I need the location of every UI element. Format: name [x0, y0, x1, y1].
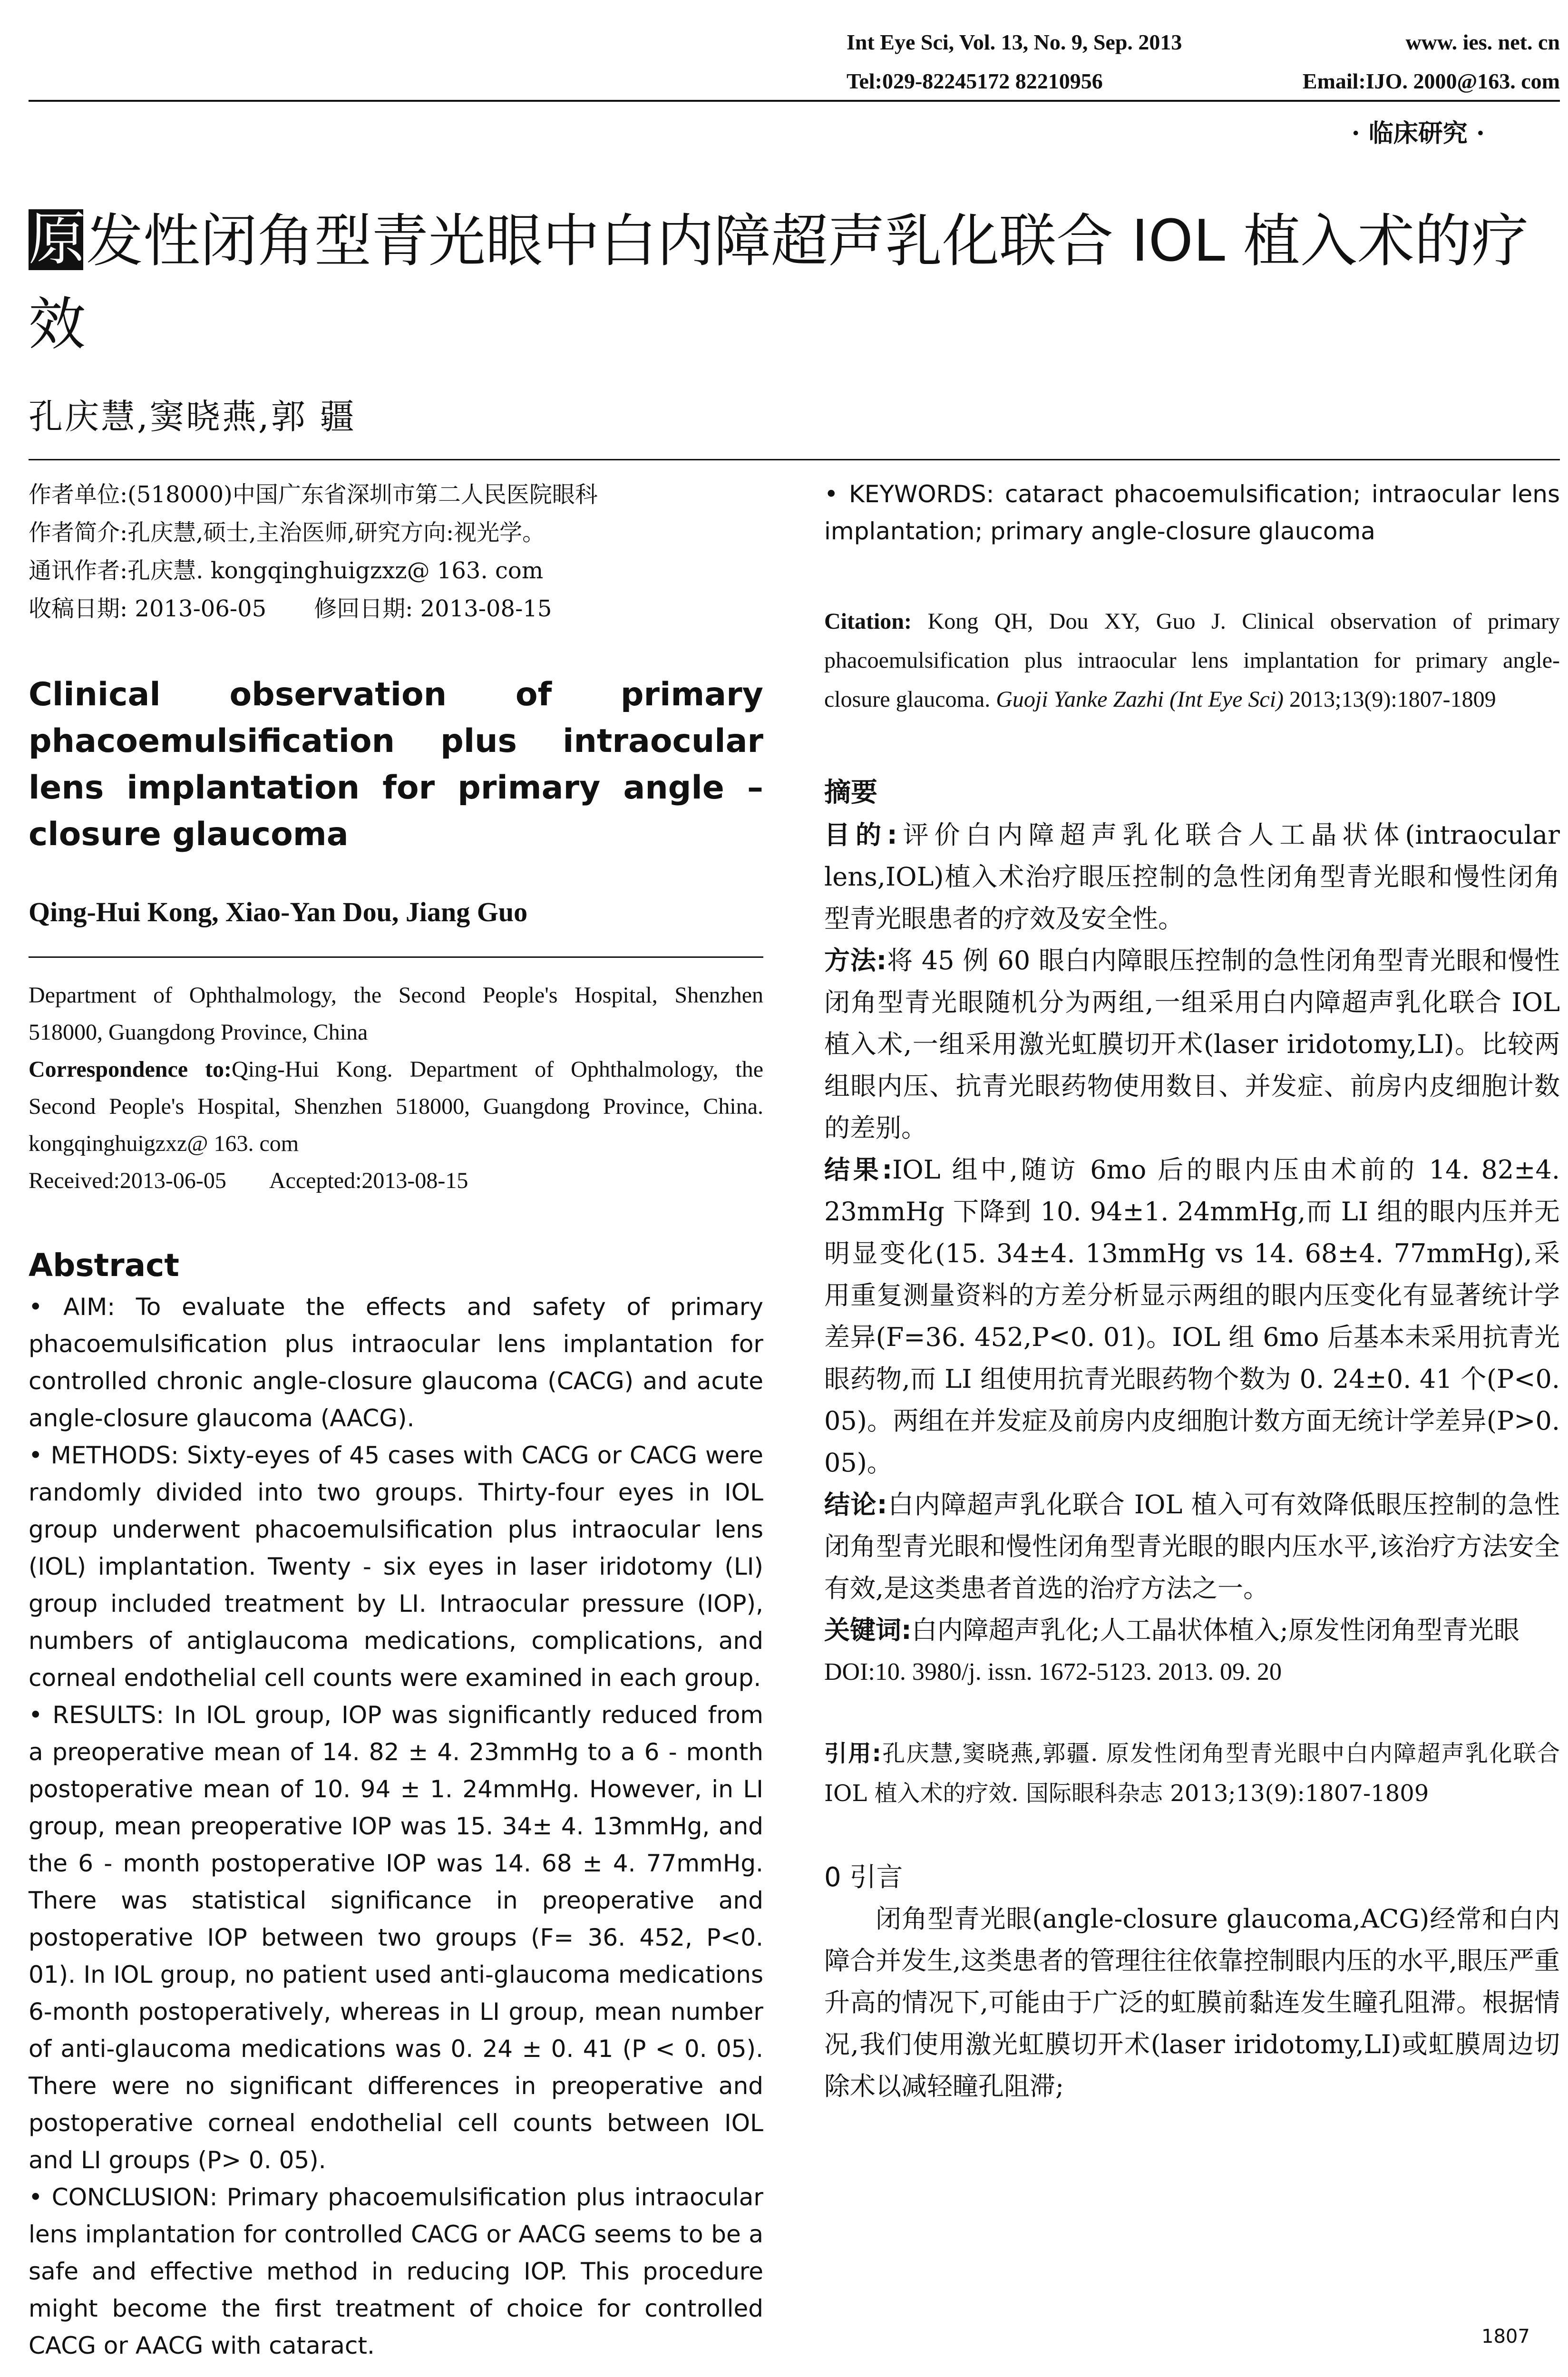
cn-revised-date: 修回日期: 2013-08-15 — [314, 595, 552, 622]
cn-corresponding-author: 通讯作者:孔庆慧. kongqinghuigzxz@ 163. com — [29, 557, 544, 584]
cn-metadata — [29, 476, 763, 628]
abstract-cn-aim — [824, 814, 1560, 940]
abstract-cn-aim-label: 目的: — [824, 820, 897, 850]
article-title-zh-rest: 发性闭角型青光眼中白内障超声乳化联合 IOL 植入术的疗效 — [29, 208, 1529, 358]
page-number: 1807 — [1481, 2326, 1530, 2348]
citation-cn-text: 孔庆慧,窦晓燕,郭疆. 原发性闭角型青光眼中白内障超声乳化联合 IOL 植入术的疗效. 国际眼科杂志 2013;13(9):1807-1809 — [824, 1740, 1560, 1807]
authors-divider — [29, 956, 763, 958]
en-accepted-date: Accepted:2013-08-15 — [269, 1168, 468, 1193]
authors-zh: 孔庆慧,窦晓燕,郭 疆 — [29, 397, 356, 437]
journal-header — [847, 23, 1560, 101]
citation-journal: Guoji Yanke Zazhi (Int Eye Sci) — [996, 687, 1284, 712]
citation-en — [824, 602, 1560, 719]
abstract-cn-keywords — [824, 1609, 1560, 1651]
journal-email: Email:IJO. 2000@163. com — [1302, 69, 1560, 93]
abstract-cn-conclusion — [824, 1484, 1560, 1609]
cn-affiliation: 作者单位:(518000)中国广东省深圳市第二人民医院眼科 — [29, 481, 598, 508]
abstract-results: • RESULTS: In IOL group, IOP was significantly reduced from a preoperative mean of 14. 82 ± 4. 23mmHg to a 6 - month postoperative mean of 10. 94 ± 1. 24mmHg. However, in LI group, mean preoperative IOP was 15. 34± 4. 13mmHg, and the 6 - month postoperative IOP was 14. 68 ± 4. 77mmHg. There was statistical significance in preoperative and postoperative IOP between two groups (F= 36. 452, P<0. 01). In IOL group, no patient used anti-glaucoma medications 6-month postoperatively, whereas in LI group, mean number of anti-glaucoma medications was 0. 24 ± 0. 41 (P < 0. 05). There were no significant differences in preoperative and postoperative corneal endothelial cell counts between IOL and LI groups (P> 0. 05). — [29, 1701, 763, 2174]
journal-info: Int Eye Sci, Vol. 13, No. 9, Sep. 2013 — [847, 30, 1182, 54]
citation-ref: 2013;13(9):1807-1809 — [1289, 687, 1496, 712]
abstract-cn-aim-text: 评价白内障超声乳化联合人工晶状体(intraocular lens,IOL)植入术治疗眼压控制的急性闭角型青光眼和慢性闭角型青光眼患者的疗效及安全性。 — [824, 820, 1560, 934]
authors-en: Qing-Hui Kong, Xiao-Yan Dou, Jiang Guo — [29, 896, 528, 927]
article-title-zh — [29, 200, 1560, 366]
right-column — [824, 476, 1560, 2107]
abstract-en-continued — [824, 476, 1560, 550]
journal-website: www. ies. net. cn — [1405, 30, 1560, 54]
abstract-cn-results — [824, 1149, 1560, 1484]
correspondence-label: Correspondence to: — [29, 1057, 232, 1082]
abstract-heading: Abstract — [29, 1247, 179, 1284]
journal-tel: Tel:029-82245172 82210956 — [847, 69, 1103, 93]
abstract-cn-results-label: 结果: — [824, 1155, 893, 1185]
abstract-cn-heading: 摘要 — [824, 777, 877, 808]
header-divider — [29, 100, 1560, 102]
doi: DOI:10. 3980/j. issn. 1672-5123. 2013. 09. 20 — [824, 1658, 1282, 1685]
cn-author-bio: 作者简介:孔庆慧,硕士,主治医师,研究方向:视光学。 — [29, 519, 545, 546]
abstract-methods: • METHODS: Sixty-eyes of 45 cases with CACG or CACG were randomly divided into two groups. Thirty-four eyes in IOL group underwent phacoemulsification plus intraocular lens (IOL) implantation. Twenty - six eyes in laser iridotomy (LI) group included treatment by LI. Intraocular pressure (IOP), numbers of antiglaucoma medications, complications, and corneal endothelial cell counts were examined in each group. — [29, 1442, 763, 1692]
abstract-aim: • AIM: To evaluate the effects and safety of primary phacoemulsification plus intraocular lens implantation for controlled chronic angle-closure glaucoma (CACG) and acute angle-closure glaucoma (AACG). — [29, 1293, 763, 1432]
en-correspondence — [29, 1051, 763, 1162]
en-department: Department of Ophthalmology, the Second People's Hospital, Shenzhen 518000, Guangdong Province, China — [29, 983, 763, 1045]
intro-heading: 0 引言 — [824, 1862, 903, 1893]
abstract-cn-conclusion-label: 结论: — [824, 1490, 887, 1520]
abstract-cn — [824, 814, 1560, 1651]
citation-label: Citation: — [824, 609, 912, 634]
title-divider — [29, 459, 1560, 460]
abstract-cn-keywords-text: 白内障超声乳化;人工晶状体植入;原发性闭角型青光眼 — [911, 1615, 1519, 1645]
abstract-en — [29, 1288, 763, 2364]
section-label: · 临床研究 · — [1351, 119, 1485, 148]
citation-text: Kong QH, Dou XY, Guo J. Clinical observation of primary phacoemulsification plus intraocular lens implantation for primary angle-closure glaucoma. — [824, 609, 1560, 712]
title-first-char-highlight: 原 — [29, 206, 86, 273]
left-column — [29, 476, 763, 2364]
abstract-cn-methods-text: 将 45 例 60 眼白内障眼压控制的急性闭角型青光眼和慢性闭角型青光眼随机分为两组,一组采用白内障超声乳化联合 IOL 植入术,一组采用激光虹膜切开术(laser iridotomy,LI)。比较两组眼内压、抗青光眼药物使用数目、并发症、前房内皮细胞计数的差别。 — [824, 945, 1560, 1143]
intro-body: 闭角型青光眼(angle-closure glaucoma,ACG)经常和白内障合并发生,这类患者的管理往往依靠控制眼内压的水平,眼压严重升高的情况下,可能由于广泛的虹膜前黏连发生瞳孔阻滞。根据情况,我们使用激光虹膜切开术(laser iridotomy,LI)或虹膜周边切除术以减轻瞳孔阻滞; — [824, 1904, 1560, 2101]
en-affiliation-block — [29, 977, 763, 1199]
abstract-cn-conclusion-text: 白内障超声乳化联合 IOL 植入可有效降低眼压控制的急性闭角型青光眼和慢性闭角型青光眼的眼内压水平,该治疗方法安全有效,是这类患者首选的治疗方法之一。 — [824, 1490, 1560, 1603]
en-received-date: Received:2013-06-05 — [29, 1168, 226, 1193]
correspondence-text: Qing-Hui Kong. Department of Ophthalmology, the Second People's Hospital, Shenzhen 518000, Guangdong Province, China. kongqinghuigzxz@ 163. com — [29, 1057, 763, 1156]
citation-cn-label: 引用: — [824, 1740, 881, 1767]
abstract-cn-methods-label: 方法: — [824, 945, 887, 975]
cn-received-date: 收稿日期: 2013-06-05 — [29, 595, 267, 622]
abstract-conclusion: • CONCLUSION: Primary phacoemulsification plus intraocular lens implantation for controlled CACG or AACG seems to be a safe and effective method in reducing IOP. This procedure might become the first treatment of choice for controlled CACG or AACG with cataract. — [29, 2183, 763, 2359]
abstract-keywords: • KEYWORDS: cataract phacoemulsification; intraocular lens implantation; primary angle-closure glaucoma — [824, 480, 1560, 545]
abstract-cn-keywords-label: 关键词: — [824, 1615, 912, 1645]
abstract-cn-methods — [824, 940, 1560, 1149]
abstract-cn-results-text: IOL 组中,随访 6mo 后的眼内压由术前的 14. 82±4. 23mmHg 下降到 10. 94±1. 24mmHg,而 LI 组的眼内压并无明显变化(15. 34±4. 13mmHg vs 14. 68±4. 77mmHg),采用重复测量资料的方差分析显示两组的眼内压变化有显著统计学差异(F=36. 452,P<0. 01)。IOL 组 6mo 后基本未采用抗青光眼药物,而 LI 组使用抗青光眼药物个数为 0. 24±0. 41 个(P<0. 05)。两组在并发症及前房内皮细胞计数方面无统计学差异(P>0. 05)。 — [824, 1155, 1560, 1478]
article-title-en: Clinical observation of primary phacoemulsification plus intraocular lens implantation for primary angle – closure glaucoma — [29, 676, 763, 853]
citation-cn — [824, 1734, 1560, 1813]
